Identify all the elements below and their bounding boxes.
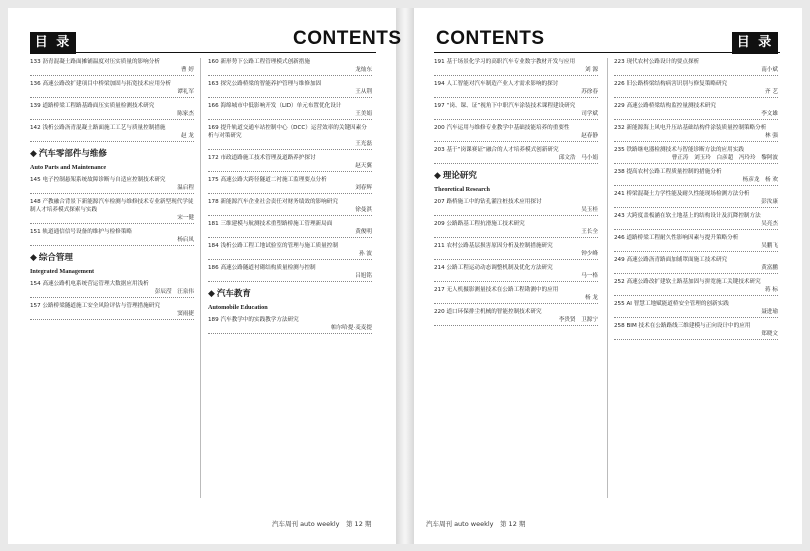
entry-author: 龙灿东 — [208, 66, 372, 76]
entry-author: 吴亮杰 — [614, 220, 778, 230]
entry-author: 曹 婷 — [30, 66, 194, 76]
entry-title: 136 高速公路改扩建项目中桥梁加固与拓宽技术应用分析 — [30, 81, 172, 87]
toc-entry[interactable] — [208, 154, 372, 172]
toc-entry[interactable] — [614, 212, 778, 230]
toc-entry[interactable] — [434, 242, 598, 260]
entry-title: 166 海绵城市中低影响开发（LID）单元布置优化设计 — [208, 103, 342, 109]
entry-author: 吕旭铭 — [208, 272, 372, 282]
toc-entry[interactable] — [434, 220, 598, 238]
diamond-bullet-icon: ◆ — [30, 253, 37, 263]
entry-author: 邱文浩 马小娟 — [434, 154, 598, 164]
section-title-cn-text: 综合管理 — [38, 253, 73, 263]
right-page — [414, 8, 802, 544]
entry-title: 232 新能源海上风电升压站基础结构件涂装质量控制策略分析 — [614, 125, 767, 131]
toc-entry[interactable] — [208, 58, 372, 76]
toc-entry[interactable] — [614, 80, 778, 98]
entry-author: 陈家杰 — [30, 110, 194, 120]
entry-author: 黄俊明 — [208, 228, 372, 238]
entry-author: 温启程 — [30, 184, 194, 194]
section-title-cn — [30, 148, 194, 160]
entry-author: 吴鹏飞 — [614, 242, 778, 252]
toc-entry[interactable] — [30, 124, 194, 142]
entry-title: 160 新形势下公路工程管理模式创新措施 — [208, 59, 310, 65]
entry-author: 曹正涛 刘玉玲 白彦超 冯玲玲 黎阿波 — [614, 154, 778, 164]
toc-entry[interactable] — [208, 264, 372, 282]
toc-entry[interactable] — [30, 102, 194, 120]
toc-entry[interactable] — [434, 286, 598, 304]
toc-entry[interactable] — [614, 190, 778, 208]
toc-entry[interactable] — [434, 58, 598, 76]
entry-title: 249 高速公路沥青路面加铺罩面施工技术研究 — [614, 257, 728, 263]
entry-title: 255 AI 智慧工地赋能道桥安全管理的创新实践 — [614, 301, 729, 307]
toc-entry[interactable] — [614, 256, 778, 274]
left-page — [8, 8, 402, 544]
toc-entry[interactable] — [614, 322, 778, 340]
entry-title: 209 公路路基工程抗滑施工技术研究 — [434, 221, 525, 227]
entry-title: 148 产教融合背景下新能源汽车检测与维修技术专业新型现代学徒制人才培养模式探索与实践 — [30, 199, 194, 213]
section-title-en: Integrated Management — [30, 268, 95, 275]
entry-title: 197 “岗、课、证”视角下中职汽车涂装技术课程建设研究 — [434, 103, 576, 109]
toc-entry[interactable] — [208, 198, 372, 216]
toc-entry[interactable] — [434, 80, 598, 98]
section-title-cn-text: 汽车零部件与维修 — [38, 149, 107, 159]
entry-title: 217 无人机摄影测量技术在公路工程勘测中的应用 — [434, 287, 559, 293]
toc-column-1 — [434, 58, 598, 330]
entry-author: 齐 艺 — [614, 88, 778, 98]
header-rule — [30, 52, 376, 53]
entry-title: 200 汽车运用与维修专业教学中基础技能培养的重要性 — [434, 125, 570, 131]
entry-author: 杨彦龙 杨 欢 — [614, 176, 778, 186]
entry-title: 246 道路桥梁工程耐久性影响因素与提升策略分析 — [614, 235, 739, 241]
section-title-cn — [30, 252, 194, 264]
toc-column-1 — [30, 58, 194, 324]
entry-author: 南小斌 — [614, 66, 778, 76]
entry-title: 175 高速公路大跨径隧道二衬施工监理要点分析 — [208, 177, 327, 183]
entry-title: 186 高速公路隧道衬砌结构质量检测与控制 — [208, 265, 316, 271]
entry-author: 王长全 — [434, 228, 598, 238]
toc-entry[interactable] — [614, 146, 778, 164]
contents-title: CONTENTS — [436, 28, 545, 49]
entry-title: 235 铁路继电器检测技术与智能诊断方法的应用实践 — [614, 147, 744, 153]
toc-entry[interactable] — [434, 146, 598, 164]
section-header — [30, 148, 194, 172]
toc-entry[interactable] — [30, 198, 194, 224]
header-rule — [434, 52, 780, 53]
toc-entry[interactable] — [208, 102, 372, 120]
entry-author: 苏徐春 — [434, 88, 598, 98]
entry-author: 刘 源 — [434, 66, 598, 76]
section-title-cn-text: 汽车教育 — [216, 289, 251, 299]
entry-author: 蒋 标 — [614, 286, 778, 296]
entry-author: 王美娟 — [208, 110, 372, 120]
entry-title: 258 BIM 技术在公路路线三维建模与正向设计中的应用 — [614, 323, 751, 329]
toc-entry[interactable] — [30, 176, 194, 194]
entry-author: 王光磊 — [208, 140, 372, 150]
entry-author: 吴玉桂 — [434, 206, 598, 216]
entry-title: 133 沥青混凝土路面摊铺温度对压实质量的影响分析 — [30, 59, 160, 65]
toc-entry[interactable] — [434, 102, 598, 120]
contents-title: CONTENTS — [293, 28, 402, 49]
section-title-en: Theoretical Research — [434, 186, 490, 193]
entry-title: 154 高速公路机电系统营运管理大数据应用浅析 — [30, 281, 149, 287]
entry-title: 207 路桥施工中的钻孔灌注桩技术应用探讨 — [434, 199, 542, 205]
page-footer: 汽车周刊 auto weekly 第 12 期 — [426, 520, 526, 528]
entry-title: 211 农村公路基层损害原因分析及控制措施研究 — [434, 243, 553, 249]
entry-author: 赵 龙 — [30, 132, 194, 142]
toc-entry[interactable] — [434, 264, 598, 282]
entry-author: 聂进瑜 — [614, 308, 778, 318]
entry-title: 139 道路桥梁工程路基路面压实质量检测技术研究 — [30, 103, 155, 109]
entry-author: 赵天翼 — [208, 162, 372, 172]
entry-author: 林 强 — [614, 132, 778, 142]
entry-author: 谭礼军 — [30, 88, 194, 98]
entry-author: 赵春静 — [434, 132, 598, 142]
entry-title: 163 探究公路桥梁的智能养护管理与维修加固 — [208, 81, 322, 87]
entry-title: 241 桥梁混凝土力学性能及耐久性能现场检测方法分析 — [614, 191, 750, 197]
entry-title: 243 大跨度盖板涵在软土地基上的结构设计及沉降控制方法 — [614, 213, 761, 219]
column-divider — [200, 58, 201, 498]
section-title-cn — [434, 170, 598, 182]
entry-author: 彭辰滢 汪泉伟 — [30, 288, 194, 298]
toc-entry[interactable] — [434, 198, 598, 216]
entry-title: 157 公路桥梁隧道施工安全风险评估与管理措施研究 — [30, 303, 160, 309]
toc-entry[interactable] — [208, 124, 372, 150]
toc-column-2 — [614, 58, 778, 344]
section-title-cn-text: 理论研究 — [442, 171, 477, 181]
entry-title: 145 电子控制悬架系统故障诊断与自适应控制技术研究 — [30, 177, 166, 183]
toc-column-2 — [208, 58, 372, 338]
entry-title: 220 道口环保排尘机械的智能控制技术研究 — [434, 309, 542, 315]
entry-author: 李贵贤 卫源宁 — [434, 316, 598, 326]
section-title-en: Auto Parts and Maintenance — [30, 164, 107, 171]
entry-author: 杨启凤 — [30, 236, 194, 246]
entry-title: 184 浅析公路工程工地试验室的管理与施工质量控制 — [208, 243, 338, 249]
toc-entry[interactable] — [614, 234, 778, 252]
toc-entry[interactable] — [208, 176, 372, 194]
entry-title: 226 旧公路桥梁结构病害识别与修复策略研究 — [614, 81, 728, 87]
section-title-cn — [208, 288, 372, 300]
toc-entry[interactable] — [434, 308, 598, 326]
toc-entry[interactable] — [208, 220, 372, 238]
entry-title: 229 高速公路桥梁结构监控量测技术研究 — [614, 103, 716, 109]
entry-author: 黄富鹏 — [614, 264, 778, 274]
entry-title: 169 提升轨道交通车站控制中心（DCC）运营效率的关键因素分析与对策研究 — [208, 125, 367, 139]
toc-entry[interactable] — [614, 168, 778, 186]
entry-author: 徐曼淇 — [208, 206, 372, 216]
section-header — [208, 288, 372, 312]
entry-title: 191 基于场景化学习的高职汽车专业数字教材开发与应用 — [434, 59, 576, 65]
toc-entry[interactable] — [614, 278, 778, 296]
page-footer: 汽车周刊 auto weekly 第 12 期 — [272, 520, 372, 528]
toc-entry[interactable] — [208, 80, 372, 98]
entry-title: 252 高速公路改扩建软土路基加固与拼宽施工关键技术研究 — [614, 279, 761, 285]
entry-title: 194 人工智能对汽车制造产业人才需求影响的探讨 — [434, 81, 559, 87]
entry-author: 彭汝康 — [614, 198, 778, 208]
entry-author: 马一格 — [434, 272, 598, 282]
entry-title: 223 现代农村公路设计的要点探析 — [614, 59, 700, 65]
entry-title: 142 浅析公路沥青混凝土路面施工工艺与质量控制措施 — [30, 125, 166, 131]
toc-entry[interactable] — [30, 58, 194, 76]
entry-author: 刘春辉 — [208, 184, 372, 194]
toc-entry[interactable] — [208, 242, 372, 260]
entry-author: 郑晓文 — [614, 330, 778, 340]
entry-author: 王从荆 — [208, 88, 372, 98]
toc-label: 目 录 — [30, 32, 76, 54]
diamond-bullet-icon: ◆ — [434, 171, 441, 181]
entry-title: 151 轨道通信信号设备的维护与检修策略 — [30, 229, 132, 235]
diamond-bullet-icon: ◆ — [208, 289, 215, 299]
section-header — [434, 170, 598, 194]
entry-author: 钟少峰 — [434, 250, 598, 260]
toc-entry[interactable] — [30, 302, 194, 320]
diamond-bullet-icon: ◆ — [30, 149, 37, 159]
entry-title: 172 市政道路施工技术管理及道路养护探讨 — [208, 155, 316, 161]
entry-author: 窦雨捷 — [30, 310, 194, 320]
entry-author: 司学斌 — [434, 110, 598, 120]
toc-entry[interactable] — [30, 280, 194, 298]
column-divider — [607, 58, 608, 498]
toc-entry[interactable] — [614, 58, 778, 76]
book-gutter — [396, 8, 414, 544]
toc-entry[interactable] — [208, 316, 372, 334]
toc-entry[interactable] — [614, 102, 778, 120]
entry-author: 孙 波 — [208, 250, 372, 260]
entry-title: 178 新能源汽车企业社会责任对财务绩效的影响研究 — [208, 199, 338, 205]
toc-entry[interactable] — [614, 124, 778, 142]
toc-entry[interactable] — [30, 80, 194, 98]
entry-author: 宋一健 — [30, 214, 194, 224]
entry-author: 杨 龙 — [434, 294, 598, 304]
entry-title: 181 三维建模与航测技术重塑路桥施工管理新局面 — [208, 221, 333, 227]
entry-title: 238 提高农村公路工程质量控制的措施分析 — [614, 169, 722, 175]
section-title-en: Automobile Education — [208, 304, 268, 311]
entry-author: 李文雄 — [614, 110, 778, 120]
entry-author: 帕尔哈提·麦麦提 — [208, 324, 372, 334]
toc-entry[interactable] — [614, 300, 778, 318]
toc-entry[interactable] — [434, 124, 598, 142]
entry-title: 189 汽车教学中的实践教学方法研究 — [208, 317, 299, 323]
toc-label: 目 录 — [732, 32, 778, 54]
entry-title: 214 公路工程运动动态调整机制及优化方法研究 — [434, 265, 553, 271]
entry-title: 203 基于“岗课赛证”融合的人才培养模式创新研究 — [434, 147, 559, 153]
section-header — [30, 252, 194, 276]
toc-entry[interactable] — [30, 228, 194, 246]
